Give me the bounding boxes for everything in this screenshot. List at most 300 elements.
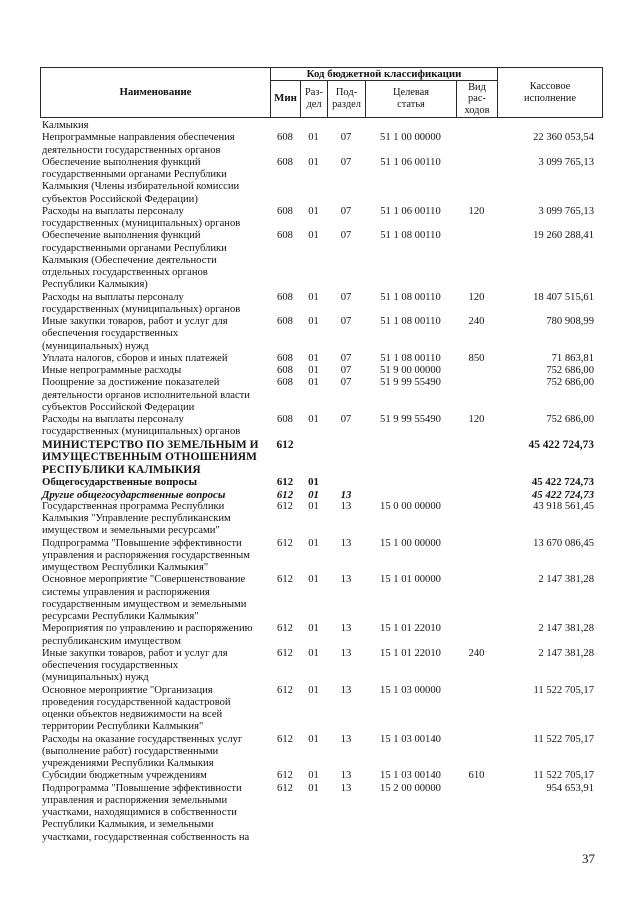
cash-execution-amount-cell (497, 574, 603, 586)
name-cell (40, 414, 270, 439)
name-line: Обеспечение выполнения функций (42, 230, 201, 242)
subsection-code: 07 (340, 414, 352, 425)
subsection-code: 13 (340, 623, 352, 635)
cash-execution-amount: 11 522 705,17 (533, 770, 594, 782)
expense-type-code-cell (456, 316, 497, 328)
cash-execution-amount: 45 422 724,73 (531, 488, 594, 501)
section-code: 01 (308, 377, 319, 389)
name-line: Республики Калмыкия, и земельными (42, 819, 214, 831)
name-cell (40, 377, 270, 414)
expense-type-code: 240 (468, 316, 485, 327)
subsection-code-cell (327, 230, 365, 242)
cash-execution-amount: 2 147 381,28 (538, 623, 594, 635)
target-article-code-cell (365, 132, 456, 144)
name-line: субъектов Российской Федерации) (42, 193, 198, 205)
subsection-code-cell (327, 414, 365, 426)
name-line: Республики Калмыкия) (42, 279, 148, 291)
ministry-code: 608 (277, 365, 293, 376)
header-label: Наименование (119, 85, 192, 98)
table-row (40, 365, 603, 377)
name-cell (40, 538, 270, 575)
section-code: 01 (308, 574, 319, 586)
cash-execution-amount: 11 522 705,17 (533, 684, 594, 696)
section-code-cell (300, 648, 327, 660)
cash-execution-amount-cell (497, 783, 603, 795)
target-article-code-cell (365, 414, 456, 426)
name-line: отдельных государственных органов (42, 267, 208, 278)
ministry-code-cell (270, 501, 300, 513)
subsection-code: 13 (340, 537, 352, 549)
cash-execution-amount-cell (497, 685, 603, 697)
section-code-cell (300, 476, 327, 488)
name-line: Мероприятия по управлению и распоряжению (42, 623, 253, 635)
ministry-code: 608 (277, 156, 293, 168)
ministry-code: 608 (277, 291, 293, 303)
name-line: Обеспечение выполнения функций (42, 156, 201, 168)
header-label: исполнение (524, 92, 576, 104)
name-cell (40, 157, 270, 206)
header-razdel-column (300, 80, 328, 118)
cash-execution-amount: 2 147 381,28 (538, 574, 594, 586)
header-budget-classification (270, 67, 498, 81)
ministry-code: 608 (277, 132, 293, 144)
subsection-code-cell (327, 353, 365, 365)
section-code: 01 (308, 132, 319, 144)
section-code-cell (300, 770, 327, 782)
header-cash-execution-column (497, 67, 603, 118)
target-article-code-cell (365, 353, 456, 365)
table-row (40, 157, 603, 206)
ministry-code: 608 (277, 316, 293, 327)
subsection-code: 13 (340, 647, 352, 659)
name-line: Подпрограмма "Повышение эффективности (42, 782, 242, 794)
name-cell (40, 476, 270, 488)
subsection-code: 07 (340, 205, 352, 217)
target-article-code-cell (365, 685, 456, 697)
ministry-code: 612 (277, 733, 293, 745)
target-article-code-cell (365, 538, 456, 550)
name-line: Общегосударственные вопросы (42, 476, 198, 489)
ministry-code: 608 (277, 205, 293, 217)
ministry-code-cell (270, 206, 300, 218)
section-code: 01 (308, 352, 319, 364)
subsection-code-cell (327, 157, 365, 169)
section-code-cell (300, 353, 327, 365)
name-line: учреждениями Республики Калмыкия (42, 758, 214, 770)
table-row (40, 734, 603, 771)
target-article-code-cell (365, 623, 456, 635)
name-line: государственными органами Республики (42, 169, 227, 180)
target-article-code: 51 9 00 00000 (380, 365, 441, 376)
name-line: Расходы на выплаты персоналу (42, 291, 184, 303)
section-code-cell (300, 316, 327, 328)
cash-execution-amount: 18 407 515,61 (533, 291, 594, 303)
subsection-code-cell (327, 770, 365, 782)
cash-execution-amount-cell (497, 316, 603, 328)
ministry-code-cell (270, 489, 300, 501)
target-article-code: 15 1 03 00140 (380, 770, 441, 782)
target-article-code: 51 1 00 00000 (380, 132, 441, 144)
name-line: участками, находящимися в собственности (42, 807, 237, 819)
cash-execution-amount-cell (497, 623, 603, 635)
cash-execution-amount: 2 147 381,28 (538, 647, 594, 659)
target-article-code: 51 1 06 00110 (380, 205, 441, 217)
subsection-code-cell (327, 685, 365, 697)
subsection-code-cell (327, 377, 365, 389)
section-code-cell (300, 292, 327, 304)
ministry-code: 612 (277, 647, 293, 659)
target-article-code-cell (365, 230, 456, 242)
name-line: государственных (муниципальных) органов (42, 218, 241, 229)
table-row (40, 230, 603, 291)
expense-type-code-cell (456, 770, 497, 782)
header-label: ходов (464, 104, 490, 116)
section-code: 01 (308, 623, 319, 635)
ministry-code: 612 (277, 500, 293, 512)
subsection-code-cell (327, 365, 365, 377)
name-line: Иные закупки товаров, работ и услуг для (42, 647, 228, 659)
ministry-code-cell (270, 734, 300, 746)
name-line: проведения государственной кадастровой (42, 696, 231, 708)
target-article-code: 51 1 08 00110 (380, 230, 441, 242)
name-line: (муниципальных) нужд (42, 672, 149, 684)
ministry-code: 612 (277, 684, 293, 696)
name-line: государственными органами Республики (42, 242, 227, 254)
cash-execution-amount: 45 422 724,73 (528, 438, 594, 451)
ministry-code-cell (270, 770, 300, 782)
name-line: Расходы на выплаты персоналу (42, 205, 184, 217)
target-article-code: 15 2 00 00000 (380, 782, 441, 794)
cash-execution-amount-cell (497, 439, 603, 452)
subsection-code: 13 (340, 488, 352, 501)
name-line: Основное мероприятие "Организация (42, 684, 213, 696)
header-label: Мин (274, 92, 297, 105)
name-line: республиканским имуществом (42, 635, 181, 647)
ministry-code: 612 (276, 438, 294, 451)
target-article-code-cell (365, 206, 456, 218)
target-article-code: 15 1 03 00000 (380, 684, 441, 696)
header-label: рас- (468, 93, 486, 105)
name-line: ресурсами Республики Калмыкия" (42, 611, 199, 623)
header-expense-type-column (456, 80, 498, 118)
section-code: 01 (308, 414, 319, 425)
table-row (40, 120, 603, 132)
table-row (40, 414, 603, 439)
ministry-code: 612 (277, 537, 293, 549)
cash-execution-amount: 22 360 053,54 (533, 132, 594, 144)
cash-execution-amount-cell (497, 489, 603, 501)
ministry-code: 608 (277, 414, 293, 425)
cash-execution-amount: 11 522 705,17 (533, 733, 594, 745)
name-line: участками, государственная собственность на (42, 831, 250, 843)
ministry-code: 608 (277, 377, 293, 389)
cash-execution-amount-cell (497, 538, 603, 550)
name-cell (40, 120, 270, 132)
table-row (40, 316, 603, 353)
cash-execution-amount: 752 686,00 (546, 414, 594, 425)
target-article-code-cell (365, 377, 456, 389)
subsection-code: 13 (340, 770, 352, 782)
header-label: Кассовое (529, 80, 571, 92)
section-code-cell (300, 501, 327, 513)
name-line: территории Республики Калмыкия" (42, 721, 204, 733)
header-min-column (270, 80, 301, 118)
name-cell (40, 292, 270, 317)
target-article-code-cell (365, 501, 456, 513)
subsection-code-cell (327, 538, 365, 550)
table-row (40, 132, 603, 157)
section-code: 01 (308, 205, 319, 217)
cash-execution-amount-cell (497, 476, 603, 488)
name-line: оценки объектов недвижимости на всей (42, 709, 223, 721)
header-label: Вид (468, 81, 486, 93)
name-line: обеспечения государственных (42, 328, 179, 340)
subsection-code: 13 (340, 684, 352, 696)
table-row (40, 648, 603, 685)
expense-type-code-cell (456, 353, 497, 365)
expense-type-code: 850 (468, 352, 485, 364)
name-line: имуществом и земельными ресурсами" (42, 525, 220, 537)
ministry-code-cell (270, 353, 300, 365)
subsection-code-cell (327, 648, 365, 660)
expense-type-code: 240 (468, 647, 485, 659)
cash-execution-amount-cell (497, 157, 603, 169)
section-code-cell (300, 230, 327, 242)
header-label: Код бюджетной классификации (306, 68, 462, 80)
name-cell (40, 230, 270, 291)
subsection-code: 13 (340, 574, 352, 586)
subsection-code: 07 (340, 156, 352, 168)
cash-execution-amount: 19 260 288,41 (533, 230, 594, 242)
name-line: Калмыкия "Управление республиканским (42, 513, 231, 525)
name-cell (40, 734, 270, 771)
section-code: 01 (308, 684, 319, 696)
section-code: 01 (308, 733, 319, 745)
name-line: Государственная программа Республики (42, 500, 225, 512)
section-code-cell (300, 538, 327, 550)
target-article-code: 51 1 08 00110 (380, 291, 441, 303)
name-line: деятельности органов исполнительной власти (42, 389, 250, 401)
section-code: 01 (308, 500, 319, 512)
subsection-code: 07 (340, 132, 352, 144)
subsection-code: 07 (340, 352, 352, 364)
section-code: 01 (308, 291, 319, 303)
cash-execution-amount: 752 686,00 (546, 377, 594, 389)
expense-type-code-cell (456, 648, 497, 660)
subsection-code: 07 (340, 365, 352, 376)
name-cell (40, 316, 270, 353)
table-row (40, 770, 603, 782)
name-line: государственным имуществом и земельными (42, 598, 247, 610)
target-article-code: 15 1 03 00140 (380, 733, 441, 745)
section-code-cell (300, 377, 327, 389)
target-article-code: 51 9 99 55490 (380, 414, 441, 425)
target-article-code: 51 1 06 00110 (380, 156, 441, 168)
cash-execution-amount-cell (497, 292, 603, 304)
section-code-cell (300, 489, 327, 501)
target-article-code-cell (365, 316, 456, 328)
target-article-code: 51 9 99 55490 (380, 377, 441, 389)
name-line: обеспечения государственных (42, 660, 179, 672)
cash-execution-amount-cell (497, 734, 603, 746)
name-cell (40, 353, 270, 365)
cash-execution-amount-cell (497, 230, 603, 242)
section-code-cell (300, 685, 327, 697)
expense-type-code: 120 (468, 291, 485, 303)
target-article-code: 15 1 00 00000 (380, 537, 441, 549)
cash-execution-amount: 71 863,81 (551, 352, 594, 364)
section-code-cell (300, 157, 327, 169)
name-cell (40, 648, 270, 685)
name-line: Калмыкия (Обеспечение деятельности (42, 254, 217, 266)
section-code: 01 (308, 488, 319, 501)
ministry-code-cell (270, 316, 300, 328)
expense-type-code: 120 (468, 205, 485, 217)
subsection-code-cell (327, 132, 365, 144)
header-label: Раз- (305, 87, 323, 99)
section-code: 01 (308, 316, 319, 327)
section-code: 01 (308, 782, 319, 794)
subsection-code-cell (327, 316, 365, 328)
ministry-code: 608 (277, 352, 293, 364)
subsection-code-cell (327, 734, 365, 746)
section-code-cell (300, 414, 327, 426)
subsection-code: 13 (340, 500, 352, 512)
name-line: системы управления и распоряжения (42, 586, 210, 598)
ministry-code: 612 (276, 476, 294, 489)
target-article-code-cell (365, 648, 456, 660)
name-line: государственных (муниципальных) органов (42, 303, 241, 315)
name-cell (40, 365, 270, 377)
target-article-code: 15 1 01 22010 (380, 647, 441, 659)
name-cell (40, 770, 270, 782)
ministry-code-cell (270, 414, 300, 426)
ministry-code-cell (270, 538, 300, 550)
target-article-code-cell (365, 770, 456, 782)
ministry-code-cell (270, 685, 300, 697)
table-row (40, 439, 603, 477)
subsection-code-cell (327, 292, 365, 304)
name-line: РЕСПУБЛИКИ КАЛМЫКИЯ (42, 463, 201, 476)
name-cell (40, 783, 270, 844)
cash-execution-amount: 43 918 561,45 (533, 500, 594, 512)
section-code-cell (300, 574, 327, 586)
ministry-code-cell (270, 132, 300, 144)
section-code: 01 (308, 476, 319, 489)
cash-execution-amount: 13 670 086,45 (533, 537, 594, 549)
expense-type-code: 120 (468, 414, 485, 425)
target-article-code: 15 0 00 00000 (380, 500, 441, 512)
name-cell (40, 206, 270, 231)
target-article-code-cell (365, 574, 456, 586)
name-cell (40, 489, 270, 501)
expense-type-code: 610 (468, 770, 485, 782)
header-name-column (40, 67, 271, 118)
name-line: государственных (муниципальных) органов (42, 426, 241, 438)
section-code: 01 (308, 230, 319, 242)
subsection-code: 07 (340, 377, 352, 389)
name-line: Субсидии бюджетным учреждениям (42, 770, 207, 782)
cash-execution-amount: 3 099 765,13 (538, 156, 594, 168)
target-article-code-cell (365, 734, 456, 746)
header-label: Целевая (392, 87, 430, 99)
header-label: статья (397, 99, 425, 110)
ministry-code-cell (270, 439, 300, 452)
name-cell (40, 574, 270, 623)
section-code: 01 (308, 647, 319, 659)
subsection-code: 07 (340, 230, 352, 242)
cash-execution-amount-cell (497, 206, 603, 218)
expense-type-code-cell (456, 414, 497, 426)
target-article-code-cell (365, 157, 456, 169)
table-row (40, 783, 603, 844)
subsection-code-cell (327, 501, 365, 513)
section-code-cell (300, 734, 327, 746)
name-line: Расходы на выплаты персоналу (42, 414, 184, 425)
subsection-code-cell (327, 489, 365, 501)
section-code: 01 (308, 537, 319, 549)
ministry-code-cell (270, 648, 300, 660)
cash-execution-amount-cell (497, 377, 603, 389)
table-row (40, 538, 603, 575)
table-row (40, 476, 603, 488)
name-line: субъектов Российской Федерации (42, 401, 195, 413)
table-row (40, 206, 603, 231)
name-line: Другие общегосударственные вопросы (42, 488, 226, 501)
ministry-code: 612 (277, 574, 293, 586)
cash-execution-amount-cell (497, 648, 603, 660)
name-line: Подпрограмма "Повышение эффективности (42, 537, 242, 549)
header-label: Под- (335, 87, 358, 99)
table-row (40, 353, 603, 365)
name-line: имуществом Республики Калмыкия" (42, 562, 209, 574)
name-line: деятельности государственных органов (42, 144, 221, 156)
name-line: Поощрение за достижение показателей (42, 377, 220, 389)
section-code: 01 (308, 770, 319, 782)
ministry-code-cell (270, 476, 300, 488)
expense-type-code-cell (456, 292, 497, 304)
section-code-cell (300, 783, 327, 795)
section-code-cell (300, 623, 327, 635)
cash-execution-amount-cell (497, 770, 603, 782)
ministry-code: 612 (277, 770, 293, 782)
section-code-cell (300, 132, 327, 144)
ministry-code: 612 (277, 782, 293, 794)
name-line: Основное мероприятие "Совершенствование (42, 574, 246, 586)
name-line: МИНИСТЕРСТВО ПО ЗЕМЕЛЬНЫМ И (42, 438, 259, 451)
ministry-code-cell (270, 292, 300, 304)
subsection-code: 07 (340, 316, 352, 327)
name-line: Непрограммные направления обеспечения (42, 132, 235, 144)
cash-execution-amount: 752 686,00 (546, 365, 594, 376)
name-line: управления и распоряжения государственным (42, 549, 250, 561)
target-article-code: 15 1 01 22010 (380, 623, 441, 635)
table-row (40, 292, 603, 317)
cash-execution-amount-cell (497, 365, 603, 377)
section-code-cell (300, 206, 327, 218)
page-number: 37 (582, 851, 595, 866)
subsection-code-cell (327, 783, 365, 795)
name-line: Расходы на оказание государственных услуг (42, 733, 243, 745)
subsection-code: 13 (340, 782, 352, 794)
section-code-cell (300, 365, 327, 377)
subsection-code-cell (327, 574, 365, 586)
target-article-code-cell (365, 292, 456, 304)
table-row (40, 501, 603, 538)
name-cell (40, 439, 270, 477)
name-line: (выполнение работ) государственными (42, 745, 219, 757)
header-podrazdel-column (327, 80, 366, 118)
